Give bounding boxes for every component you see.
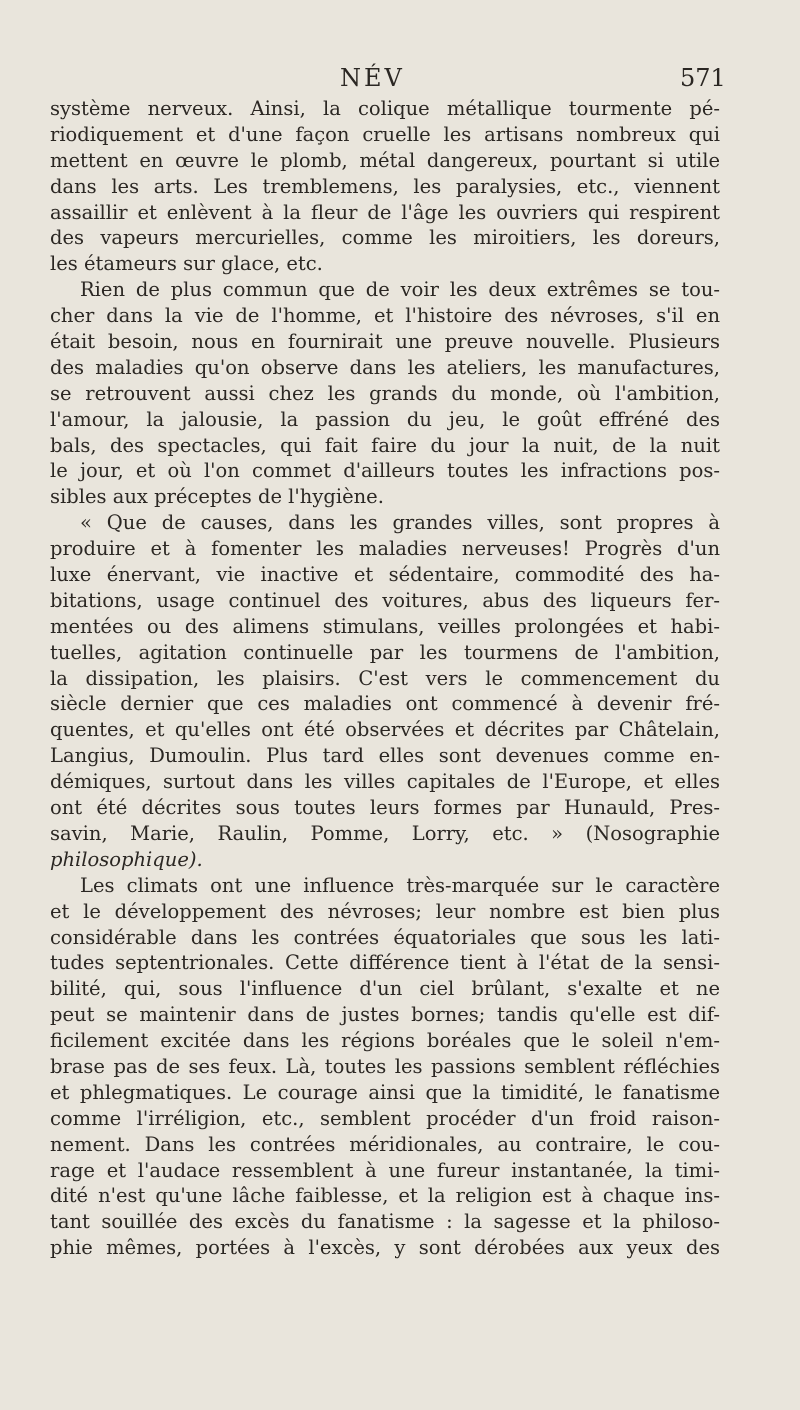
paragraph-start-line: Les climats ont une influence très-marquée sur le caractère bbox=[80, 873, 720, 897]
text-line: bitations, usage continuel des voitures, abus des liqueurs fer- bbox=[50, 588, 720, 612]
text-line: peut se maintenir dans de justes bornes; tandis qu'elle est dif- bbox=[50, 1003, 720, 1027]
paragraph-start-line: « Que de causes, dans les grandes villes, sont propres à bbox=[80, 511, 720, 535]
text-line: Langius, Dumoulin. Plus tard elles sont devenues comme en- bbox=[50, 744, 720, 768]
text-line: tudes septentrionales. Cette différence tient à l'état de la sensi- bbox=[50, 951, 720, 975]
text-line: bals, des spectacles, qui fait faire du jour la nuit, de la nuit bbox=[50, 433, 720, 457]
text-line: nement. Dans les contrées méridionales, au contraire, le cou- bbox=[50, 1132, 720, 1156]
text-line: bilité, qui, sous l'influence d'un ciel brûlant, s'exalte et ne bbox=[50, 977, 720, 1001]
text-line: comme l'irréligion, etc., semblent procéder d'un froid raison- bbox=[50, 1106, 720, 1130]
text-line: riodiquement et d'une façon cruelle les artisans nombreux qui bbox=[50, 122, 720, 146]
text-line: considérable dans les contrées équatoriales que sous les lati- bbox=[50, 925, 720, 949]
text-line: savin, Marie, Raulin, Pomme, Lorry, etc. » (Nosographie bbox=[50, 821, 720, 845]
text-line: les étameurs sur glace, etc. bbox=[50, 252, 323, 276]
text-line: phie mêmes, portées à l'excès, y sont dérobées aux yeux des bbox=[50, 1236, 720, 1260]
text-line: siècle dernier que ces maladies ont commencé à devenir fré- bbox=[50, 692, 720, 716]
text-line: mettent en œuvre le plomb, métal dangereux, pourtant si utile bbox=[50, 148, 720, 172]
text-line: tant souillée des excès du fanatisme : la sagesse et la philoso- bbox=[50, 1210, 720, 1234]
text-line: luxe énervant, vie inactive et sédentaire, commodité des ha- bbox=[50, 563, 720, 587]
text-line: rage et l'audace ressemblent à une fureur instantanée, la timi- bbox=[50, 1158, 720, 1182]
text-line: et le développement des névroses; leur nombre est bien plus bbox=[50, 899, 720, 923]
text-line: ont été décrites sous toutes leurs formes par Hunauld, Pres- bbox=[50, 796, 720, 820]
page-number: 571 bbox=[680, 64, 726, 92]
text-line: tuelles, agitation continuelle par les tourmens de l'ambition, bbox=[50, 640, 720, 664]
body-text bbox=[50, 96, 720, 1261]
text-line: était besoin, nous en fournirait une preuve nouvelle. Plusieurs bbox=[50, 330, 720, 354]
text-line: l'amour, la jalousie, la passion du jeu, le goût effréné des bbox=[50, 407, 720, 431]
running-head: NÉV bbox=[340, 64, 405, 92]
text-line: démiques, surtout dans les villes capitales de l'Europe, et elles bbox=[50, 770, 720, 794]
text-line: produire et à fomenter les maladies nerveuses! Progrès d'un bbox=[50, 537, 720, 561]
text-line: des vapeurs mercurielles, comme les miroitiers, les doreurs, bbox=[50, 226, 720, 250]
text-line: des maladies qu'on observe dans les ateliers, les manufactures, bbox=[50, 355, 720, 379]
citation-line: philosophique). bbox=[50, 847, 203, 871]
text-line: dité n'est qu'une lâche faiblesse, et la religion est à chaque ins- bbox=[50, 1184, 720, 1208]
text-line: assaillir et enlèvent à la fleur de l'âge les ouvriers qui respirent bbox=[50, 200, 720, 224]
paragraph-start-line: Rien de plus commun que de voir les deux extrêmes se tou- bbox=[80, 278, 720, 302]
text-line: ficilement excitée dans les régions boréales que le soleil n'em- bbox=[50, 1029, 720, 1053]
text-line: dans les arts. Les tremblemens, les paralysies, etc., viennent bbox=[50, 174, 720, 198]
text-line: le jour, et où l'on commet d'ailleurs toutes les infractions pos- bbox=[50, 459, 720, 483]
text-line: sibles aux préceptes de l'hygiène. bbox=[50, 485, 384, 509]
text-line: la dissipation, les plaisirs. C'est vers le commencement du bbox=[50, 666, 720, 690]
text-line: et phlegmatiques. Le courage ainsi que la timidité, le fanatisme bbox=[50, 1080, 720, 1104]
text-line: se retrouvent aussi chez les grands du monde, où l'ambition, bbox=[50, 381, 720, 405]
text-line: quentes, et qu'elles ont été observées et décrites par Châtelain, bbox=[50, 718, 720, 742]
text-line: mentées ou des alimens stimulans, veilles prolongées et habi- bbox=[50, 614, 720, 638]
text-line: système nerveux. Ainsi, la colique métallique tourmente pé- bbox=[50, 97, 720, 120]
text-line: cher dans la vie de l'homme, et l'histoire des névroses, s'il en bbox=[50, 304, 720, 328]
text-line: brase pas de ses feux. Là, toutes les passions semblent réfléchies bbox=[50, 1054, 720, 1078]
page-header bbox=[0, 64, 800, 96]
